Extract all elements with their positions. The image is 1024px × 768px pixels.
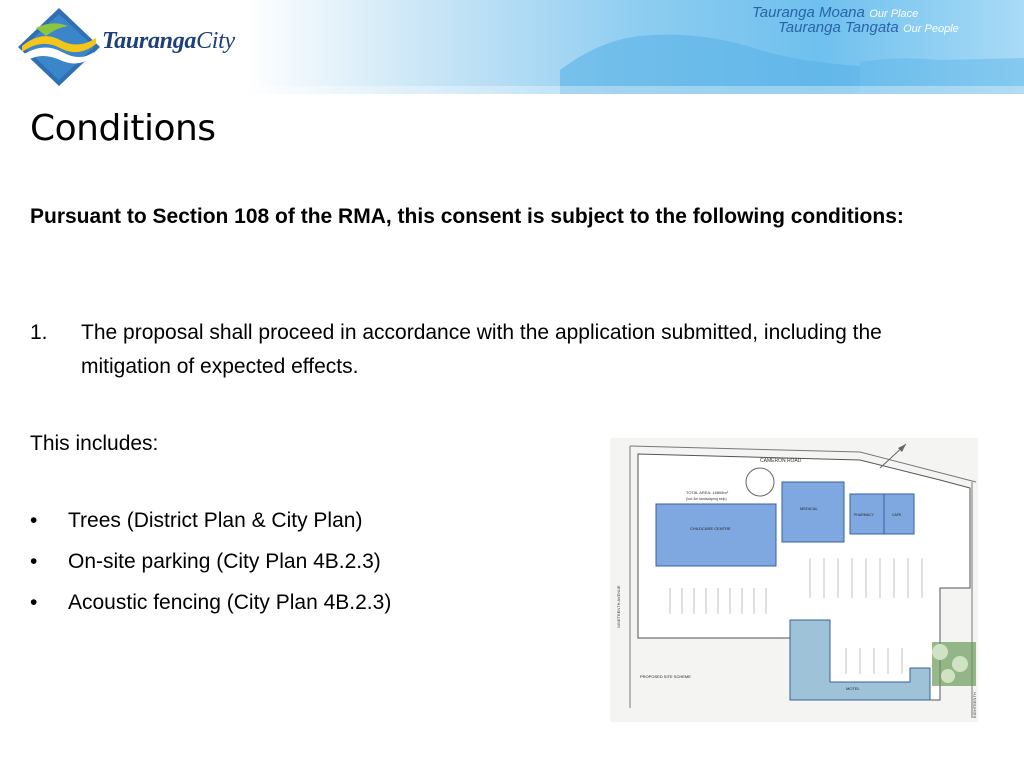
includes-label: This includes:: [30, 432, 159, 455]
list-item: [30, 548, 391, 589]
bullet-icon: •: [30, 509, 38, 532]
logo-city: City: [196, 28, 235, 54]
plan-area-note: (incl 3m landscaping strip): [686, 497, 727, 501]
site-plan-image: [610, 438, 978, 722]
intro-paragraph: Pursuant to Section 108 of the RMA, this consent is subject to the following conditions:: [30, 205, 904, 228]
plan-road-right: EIGHTEENTH: [972, 692, 977, 718]
plan-childcare-label: CHILDCARE CENTRE: [690, 526, 731, 531]
tagline-2-main: Tauranga Tangata: [778, 19, 899, 36]
list-item: [30, 507, 391, 548]
logo-name: Tauranga: [102, 28, 197, 54]
plan-pharmacy-label: PHARMACY: [854, 513, 874, 517]
condition-number: 1.: [30, 321, 48, 344]
tagline-1-sub: Our Place: [869, 8, 919, 20]
bullet-text: Acoustic fencing (City Plan 4B.2.3): [68, 591, 392, 614]
plan-road-top: CAMERON ROAD: [760, 458, 802, 464]
includes-list: [30, 507, 391, 630]
logo-wordmark: [102, 28, 235, 55]
tagline-1-main: Tauranga Moana: [752, 4, 865, 21]
plan-scheme-label: PROPOSED SITE SCHEME: [640, 674, 691, 679]
plan-motel-label: MOTEL: [846, 686, 860, 691]
plan-total-area: TOTAL AREA: 1​6808m²: [686, 490, 729, 495]
bullet-text: Trees (District Plan & City Plan): [68, 509, 363, 532]
tagline-our-people: [778, 19, 959, 37]
slide-title: Conditions: [30, 108, 216, 149]
bullet-icon: •: [30, 550, 38, 573]
header-banner: [0, 0, 1024, 94]
tauranga-city-logo-icon: [16, 6, 102, 88]
condition-text: The proposal shall proceed in accordance with the application submitted, including the mitigation of expected effects.: [81, 321, 882, 378]
plan-medical-label: MEDICAL: [800, 506, 818, 511]
tagline-2-sub: Our People: [903, 23, 959, 35]
bullet-icon: •: [30, 591, 38, 614]
list-item: [30, 589, 391, 630]
bullet-text: On-site parking (City Plan 4B.2.3): [68, 550, 381, 573]
plan-cafe-label: CAFE: [892, 513, 902, 517]
plan-road-left: NINETEENTH AVENUE: [616, 585, 621, 628]
